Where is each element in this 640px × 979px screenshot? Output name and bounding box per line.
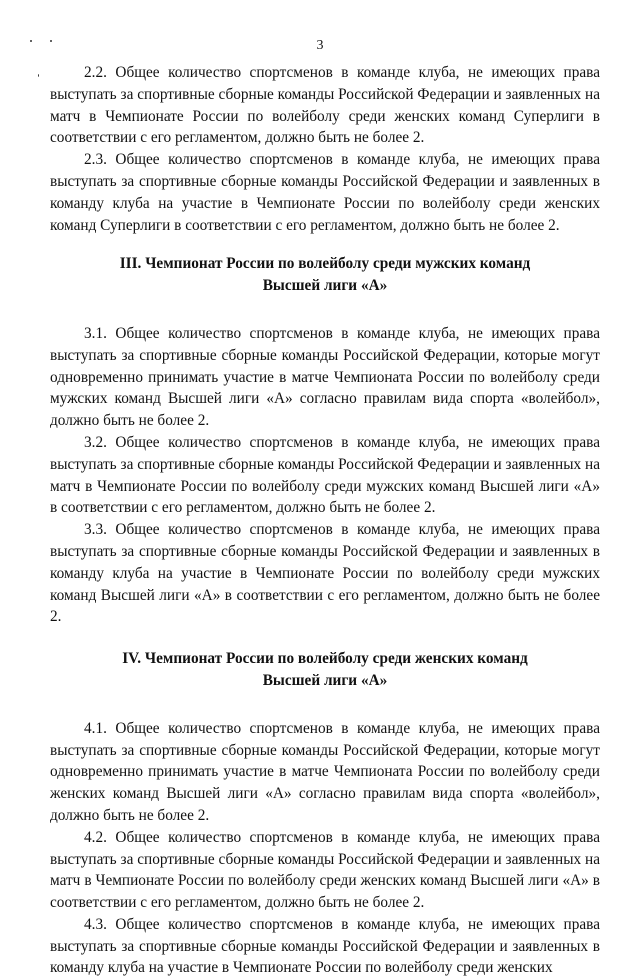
paragraph-4-3: 4.3. Общее количество спортсменов в команде клуба, не имеющих права выступать за спортивные сборные команды Российской Федерации и заявленных в команду клуба на участие в Чемпионате России по волейболу среди женских (50, 915, 600, 977)
paragraph-3-2: 3.2. Общее количество спортсменов в команде клуба, не имеющих права выступать за спортивные сборные команды Российской Федерации и заявленных на матч в Чемпионате России по волейболу среди мужских команд Высшей лиги «А» в соответствии с его регламентом, должно быть не более 2. (50, 433, 600, 517)
heading-line: Высшей лиги «А» (262, 277, 388, 295)
section-heading-iv (50, 648, 600, 692)
paragraph-4-2: 4.2. Общее количество спортсменов в команде клуба, не имеющих права выступать за спортивные сборные команды Российской Федерации и заявленных на матч в Чемпионате России по волейболу среди женских команд Высшей лиги «А» в соответствии с его регламентом, должно быть не более 2. (50, 828, 600, 912)
paragraph-2-3: 2.3. Общее количество спортсменов в команде клуба, не имеющих права выступать за спортивные сборные команды Российской Федерации и заявленных в команду клуба на участие в Чемпионате России по волейболу среди женских команд Суперлиги в соответствии с его регламентом, должно быть не более 2. (50, 151, 600, 234)
section-heading-iii (50, 253, 600, 297)
paragraph-4-1: 4.1. Общее количество спортсменов в команде клуба, не имеющих права выступать за спортивные сборные команды Российской Федерации, которые могут одновременно принимать участие в матче Чемпионата России по волейболу среди женских команд Высшей лиги «А» согласно правилам вида спорта «волейбол», должно быть не более 2. (50, 719, 600, 824)
page-number: 3 (316, 38, 324, 53)
document-body (50, 62, 600, 979)
heading-line: Высшей лиги «А» (262, 671, 388, 689)
paragraph-2-2: 2.2. Общее количество спортсменов в команде клуба, не имеющих права выступать за спортивные сборные команды Российской Федерации и заявленных на матч в Чемпионате России по волейболу среди женских команд Суперлиги в соответствии с его регламентом, должно быть не более 2. (50, 64, 600, 147)
scan-speck (38, 74, 39, 77)
paragraph-3-3: 3.3. Общее количество спортсменов в команде клуба, не имеющих права выступать за спортивные сборные команды Российской Федерации и заявленных в команду клуба на участие в Чемпионате России по волейболу среди мужских команд Высшей лиги «А» в соответствии с его регламентом, должно быть не более 2. (50, 521, 600, 626)
heading-line: IV. Чемпионат России по волейболу среди женских команд (122, 650, 528, 668)
heading-line: III. Чемпионат России по волейболу среди мужских команд (119, 255, 531, 273)
paragraph-3-1: 3.1. Общее количество спортсменов в команде клуба, не имеющих права выступать за спортивные сборные команды Российской Федерации, которые могут одновременно принимать участие в матче Чемпионата России по волейболу среди мужских команд Высшей лиги «А» согласно правилам вида спорта «волейбол», должно быть не более 2. (50, 324, 600, 430)
